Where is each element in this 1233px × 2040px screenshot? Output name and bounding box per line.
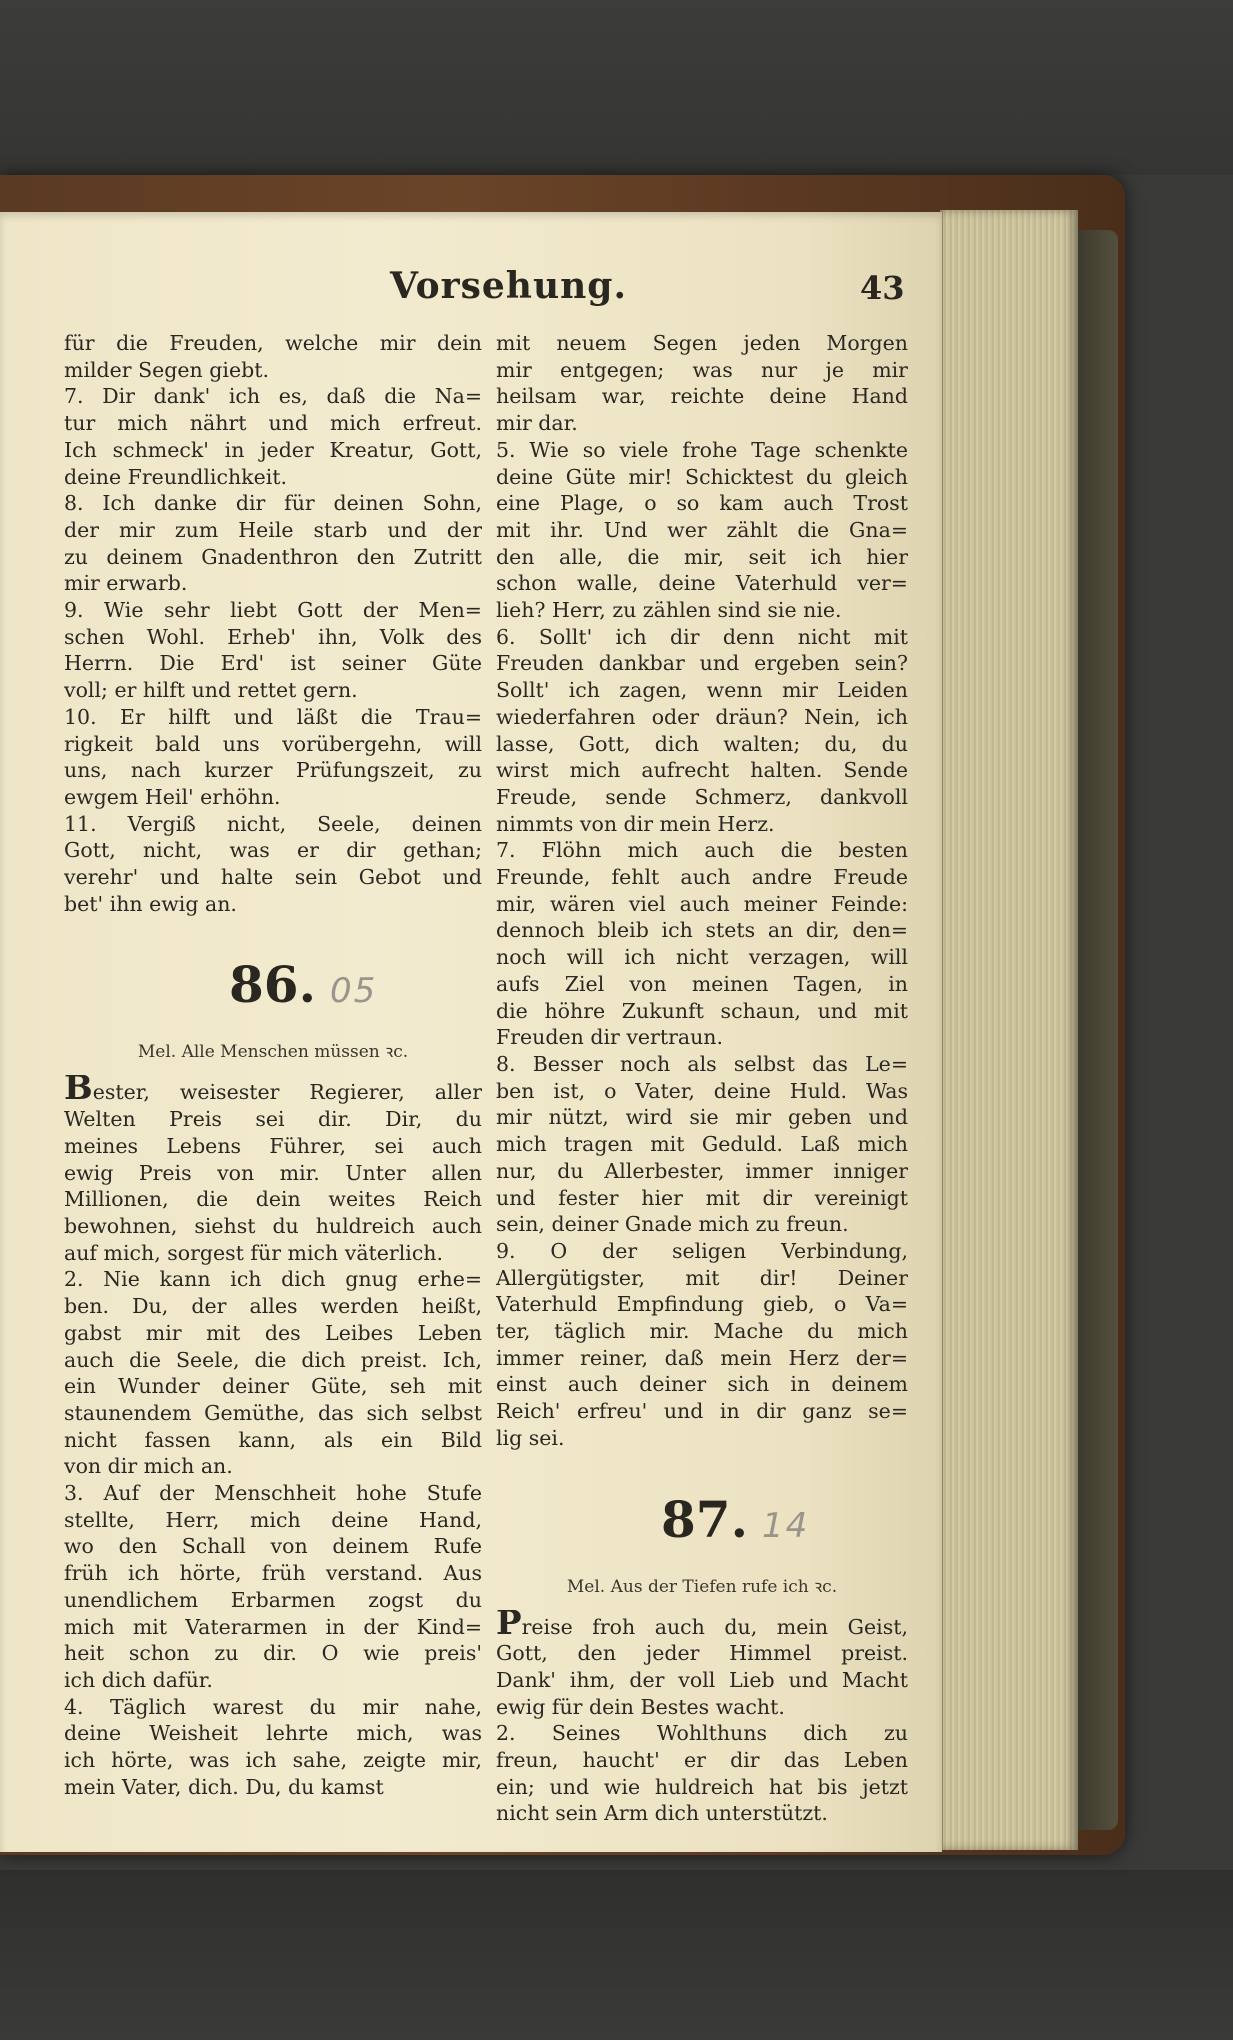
text-line: nicht sein Arm dich unterstützt. xyxy=(496,1801,828,1826)
text-line: 8. Ich danke dir für deinen Sohn, xyxy=(64,491,482,516)
text-line: 4. Täglich warest du mir nahe, xyxy=(64,1694,482,1719)
text-line: schen Wohl. Erheb' ihn, Volk des xyxy=(64,624,482,649)
text-line: verehr' und halte sein Gebot und xyxy=(64,865,482,890)
text-line: der mir zum Heile starb und der xyxy=(64,517,482,542)
text-line: Sollt' ich zagen, wenn mir Leiden xyxy=(496,678,908,703)
text-line: rigkeit bald uns vorübergehn, will xyxy=(64,731,482,756)
text-line: Freuden dir vertraun. xyxy=(496,1025,724,1050)
text-line: heit schon zu dir. O wie preis' xyxy=(64,1641,482,1666)
left-column xyxy=(64,330,482,1800)
text-line: auch die Seele, die dich preist. Ich, xyxy=(64,1347,482,1372)
text-line: gabst mir mit des Leibes Leben xyxy=(64,1320,482,1345)
text-line: lig sei. xyxy=(496,1425,565,1450)
text-line: dennoch bleib ich stets an dir, den= xyxy=(496,918,908,943)
text-line: mein Vater, dich. Du, du kamst xyxy=(64,1774,384,1799)
text-line: lieh? Herr, zu zählen sind sie nie. xyxy=(496,598,842,623)
text-line: voll; er hilft und rettet gern. xyxy=(64,678,358,703)
text-line: Reich' erfreu' und in dir ganz se= xyxy=(496,1399,908,1424)
text-line: 7. Dir dank' ich es, daß die Na= xyxy=(64,384,482,409)
hymn-86-number: 86. xyxy=(229,955,316,1015)
text-line: bewohnen, siehst du huldreich auch xyxy=(64,1213,482,1238)
hymn-87-pencil-note: 14 xyxy=(762,1505,810,1546)
page-title: Vorsehung. xyxy=(390,265,628,307)
background-top xyxy=(0,0,1233,175)
text-line: ein; und wie huldreich hat bis jetzt xyxy=(496,1774,908,1799)
text-line: deine Freundlichkeit. xyxy=(64,464,288,489)
text-line: freun, haucht' er dir das Leben xyxy=(496,1748,908,1773)
text-line: einst auch deiner sich in deinem xyxy=(496,1372,908,1397)
right-column xyxy=(496,330,908,1827)
text-line: immer reiner, daß mein Herz der= xyxy=(496,1345,908,1370)
running-head xyxy=(0,265,940,315)
text-line: Bester, weisester Regierer, aller xyxy=(64,1075,482,1107)
text-line: früh ich hörte, früh verstand. Aus xyxy=(64,1561,482,1586)
text-line: ich dich dafür. xyxy=(64,1667,213,1692)
text-line: 5. Wie so viele frohe Tage schenkte xyxy=(496,437,908,462)
text-line: ewig Preis von mir. Unter allen xyxy=(64,1160,482,1185)
text-line: mich mit Vaterarmen in der Kind= xyxy=(64,1614,482,1639)
text-line: mit neuem Segen jeden Morgen xyxy=(496,331,908,355)
text-line: stellte, Herr, mich deine Hand, xyxy=(64,1507,482,1532)
text-line: meines Lebens Führer, sei auch xyxy=(64,1133,482,1158)
hymn-87-number: 87. xyxy=(661,1489,748,1549)
right-column-top-text xyxy=(496,330,908,1452)
text-line: mir nützt, wird sie mir geben und xyxy=(496,1105,908,1130)
text-line: ter, täglich mir. Mache du mich xyxy=(496,1319,908,1344)
hymn-86-text xyxy=(64,1075,482,1800)
hymn-86-melody: Mel. Alle Menschen müssen ꝛc. xyxy=(137,1042,409,1063)
text-line: wo den Schall von deinem Rufe xyxy=(64,1534,482,1559)
text-line: Allergütigster, mit dir! Deiner xyxy=(496,1265,908,1290)
text-line: ich hörte, was ich sahe, zeigte mir, xyxy=(64,1748,482,1773)
text-line: 8. Besser noch als selbst das Le= xyxy=(496,1051,908,1076)
text-line: Millionen, die dein weites Reich xyxy=(64,1187,482,1212)
left-column-top-text xyxy=(64,330,482,917)
text-line: 6. Sollt' ich dir denn nicht mit xyxy=(496,624,908,649)
text-line: Welten Preis sei dir. Dir, du xyxy=(64,1107,482,1132)
text-line: nimmts von dir mein Herz. xyxy=(496,811,775,836)
hymn-87-text xyxy=(496,1610,908,1828)
text-line: heilsam war, reichte deine Hand xyxy=(496,384,908,409)
text-line: ewig für dein Bestes wacht. xyxy=(496,1694,785,1719)
text-line: mir entgegen; was nur je mir xyxy=(496,357,908,382)
text-line: wirst mich aufrecht halten. Sende xyxy=(496,758,908,783)
text-line: sein, deiner Gnade mich zu freun. xyxy=(496,1212,849,1237)
text-line: auf mich, sorgest für mich väterlich. xyxy=(64,1240,444,1265)
cover-spine-edge xyxy=(1078,230,1118,1830)
text-line: 2. Seines Wohlthuns dich zu xyxy=(496,1721,908,1746)
text-line: die höhre Zukunft schaun, und mit xyxy=(496,998,908,1023)
text-line: aufs Ziel von meinen Tagen, in xyxy=(496,971,908,996)
hymn-86-pencil-note: 05 xyxy=(330,971,378,1012)
text-line: Freunde, fehlt auch andre Freude xyxy=(496,865,908,890)
text-line: Vaterhuld Empfindung gieb, o Va= xyxy=(496,1292,908,1317)
text-line: Herrn. Die Erd' ist seiner Güte xyxy=(64,651,482,676)
text-line: deine Weisheit lehrte mich, was xyxy=(64,1721,482,1746)
text-line: 3. Auf der Menschheit hohe Stufe xyxy=(64,1481,482,1506)
text-line: mit ihr. Und wer zählt die Gna= xyxy=(496,517,908,542)
text-line: unendlichem Erbarmen zogst du xyxy=(64,1587,482,1612)
text-line: 9. O der seligen Verbindung, xyxy=(496,1238,908,1263)
text-line: mir, wären viel auch meiner Feinde: xyxy=(496,891,908,916)
text-line: 7. Flöhn mich auch die besten xyxy=(496,838,908,863)
text-line: mir erwarb. xyxy=(64,571,188,596)
text-line: zu deinem Gnadenthron den Zutritt xyxy=(64,544,482,569)
text-line: mir dar. xyxy=(496,411,578,436)
text-line: Freuden dankbar und ergeben sein? xyxy=(496,651,908,676)
hymn-number-86 xyxy=(64,955,482,1021)
text-line: bet' ihn ewig an. xyxy=(64,891,237,916)
text-line: 9. Wie sehr liebt Gott der Men= xyxy=(64,598,482,623)
text-line: noch will ich nicht verzagen, will xyxy=(496,945,908,970)
text-line: für die Freuden, welche mir dein xyxy=(64,331,482,355)
text-line: den alle, die mir, seit ich hier xyxy=(496,544,908,569)
text-line: Freude, sende Schmerz, dankvoll xyxy=(496,784,908,809)
page-number: 43 xyxy=(860,269,905,307)
text-line: schon walle, deine Vaterhuld ver= xyxy=(496,571,908,596)
text-line: milder Segen giebt. xyxy=(64,357,269,382)
text-line: ein Wunder deiner Güte, seh mit xyxy=(64,1374,482,1399)
text-line: Gott, den jeder Himmel preist. xyxy=(496,1641,908,1666)
text-line: Gott, nicht, was er dir gethan; xyxy=(64,838,482,863)
text-line: lasse, Gott, dich walten; du, du xyxy=(496,731,908,756)
hymn-number-87 xyxy=(496,1490,908,1556)
text-line: ewgem Heil' erhöhn. xyxy=(64,784,281,809)
text-line: Dank' ihm, der voll Lieb und Macht xyxy=(496,1667,908,1692)
text-line: tur mich nährt und mich erfreut. xyxy=(64,411,482,436)
text-line: deine Güte mir! Schicktest du gleich xyxy=(496,464,908,489)
text-line: 10. Er hilft und läßt die Trau= xyxy=(64,704,482,729)
text-line: ben. Du, der alles werden heißt, xyxy=(64,1294,482,1319)
text-line: Ich schmeck' in jeder Kreatur, Gott, xyxy=(64,437,482,462)
page-block-edge xyxy=(940,210,1078,1850)
text-line: 11. Vergiß nicht, Seele, deinen xyxy=(64,811,482,836)
text-line: Preise froh auch du, mein Geist, xyxy=(496,1609,908,1641)
text-line: nicht fassen kann, als ein Bild xyxy=(64,1427,482,1452)
hymn-87-melody: Mel. Aus der Tiefen rufe ich ꝛc. xyxy=(566,1576,838,1597)
text-line: uns, nach kurzer Prüfungszeit, zu xyxy=(64,758,482,783)
text-line: nur, du Allerbester, immer inniger xyxy=(496,1158,908,1183)
text-line: staunendem Gemüthe, das sich selbst xyxy=(64,1400,482,1425)
text-line: 2. Nie kann ich dich gnug erhe= xyxy=(64,1267,482,1292)
text-line: ben ist, o Vater, deine Huld. Was xyxy=(496,1078,908,1103)
background-bottom xyxy=(0,1870,1233,2040)
text-line: wiederfahren oder dräun? Nein, ich xyxy=(496,704,908,729)
text-line: eine Plage, o so kam auch Trost xyxy=(496,491,908,516)
text-line: mich tragen mit Geduld. Laß mich xyxy=(496,1132,908,1157)
text-line: von dir mich an. xyxy=(64,1454,233,1479)
text-line: und fester hier mit dir vereinigt xyxy=(496,1185,908,1210)
